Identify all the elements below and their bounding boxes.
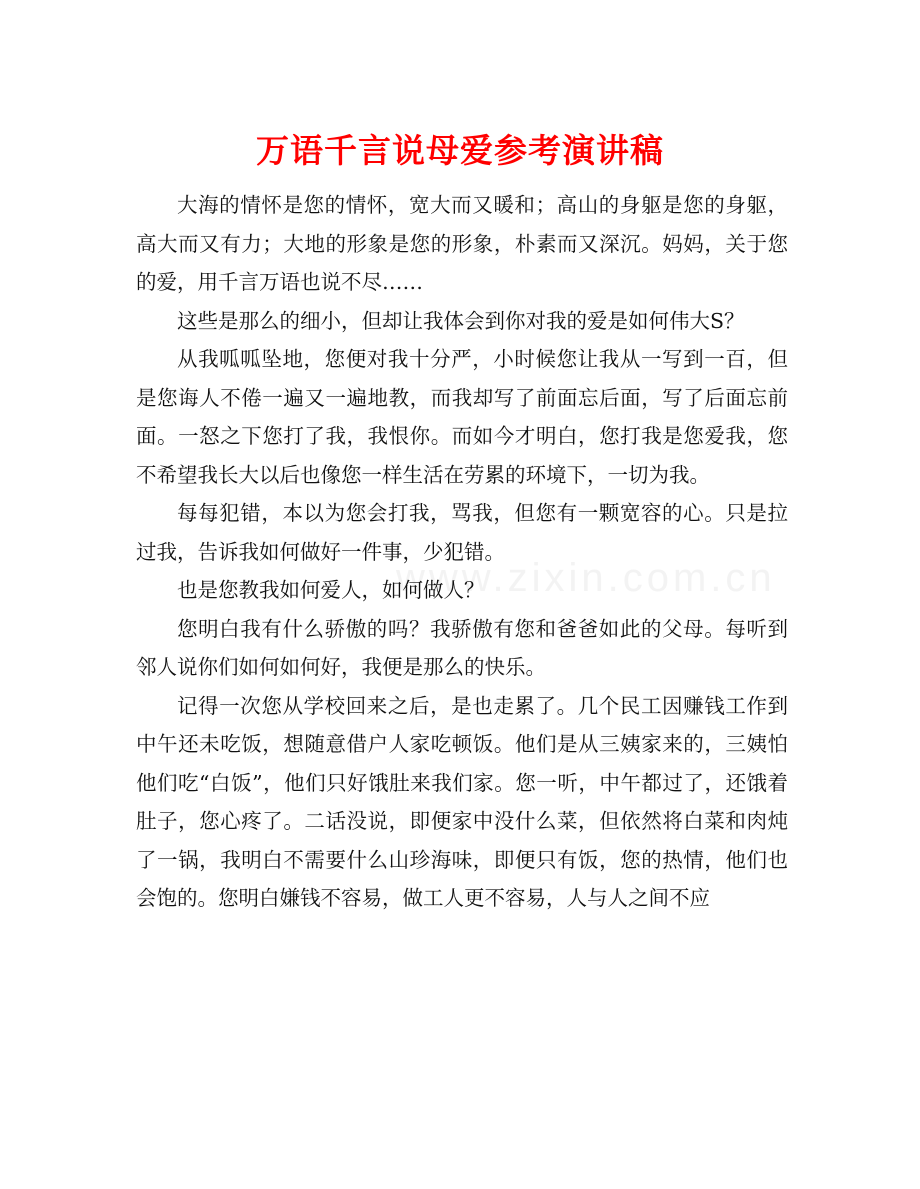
paragraph-3: 从我呱呱坠地，您便对我十分严，小时候您让我从一写到一百，但是您诲人不倦一遍又一遍地教，而我却写了前面忘后面，写了后面忘前面。一怒之下您打了我，我恨你。而如今才明白，您打我是您爱我，您不希望我长大以后也像您一样生活在劳累的环境下，一切为我。 [136,347,788,487]
document-body [136,186,788,918]
paragraph-1: 大海的情怀是您的情怀，宽大而又暖和；高山的身躯是您的身躯，高大而又有力；大地的形象是您的形象，朴素而又深沉。妈妈，关于您的爱，用千言万语也说不尽…… [136,193,788,294]
paragraph-7: 记得一次您从学校回来之后，是也走累了。几个民工因赚钱工作到中午还未吃饭，想随意借户人家吃顿饭。他们是从三姨家来的，三姨怕他们吃“白饭”，他们只好饿肚来我们家。您一听，中午都过了，还饿着肚子，您心疼了。二话没说，即便家中没什么菜，但依然将白菜和肉炖了一锅，我明白不需要什么山珍海味，即便只有饭，您的热情，他们也会饱的。您明白嫌钱不容易，做工人更不容易，人与人之间不应 [136,693,788,910]
watermark: www.zixin.com.cn [396,556,776,600]
paragraph-5: 也是您教我如何爱人，如何做人？ [177,578,485,602]
document-title: 万语千言说母爱参考演讲稿 [256,131,664,170]
paragraph-2: 这些是那么的细小，但却让我体会到你对我的爱是如何伟大S？ [177,308,745,333]
paragraph-6: 您明白我有什么骄傲的吗？我骄傲有您和爸爸如此的父母。每听到邻人说你们如何如何好，我便是那么的快乐。 [136,616,788,679]
paragraph-4: 每每犯错，本以为您会打我，骂我，但您有一颗宽容的心。只是拉过我，告诉我如何做好一件事，少犯错。 [136,501,788,564]
